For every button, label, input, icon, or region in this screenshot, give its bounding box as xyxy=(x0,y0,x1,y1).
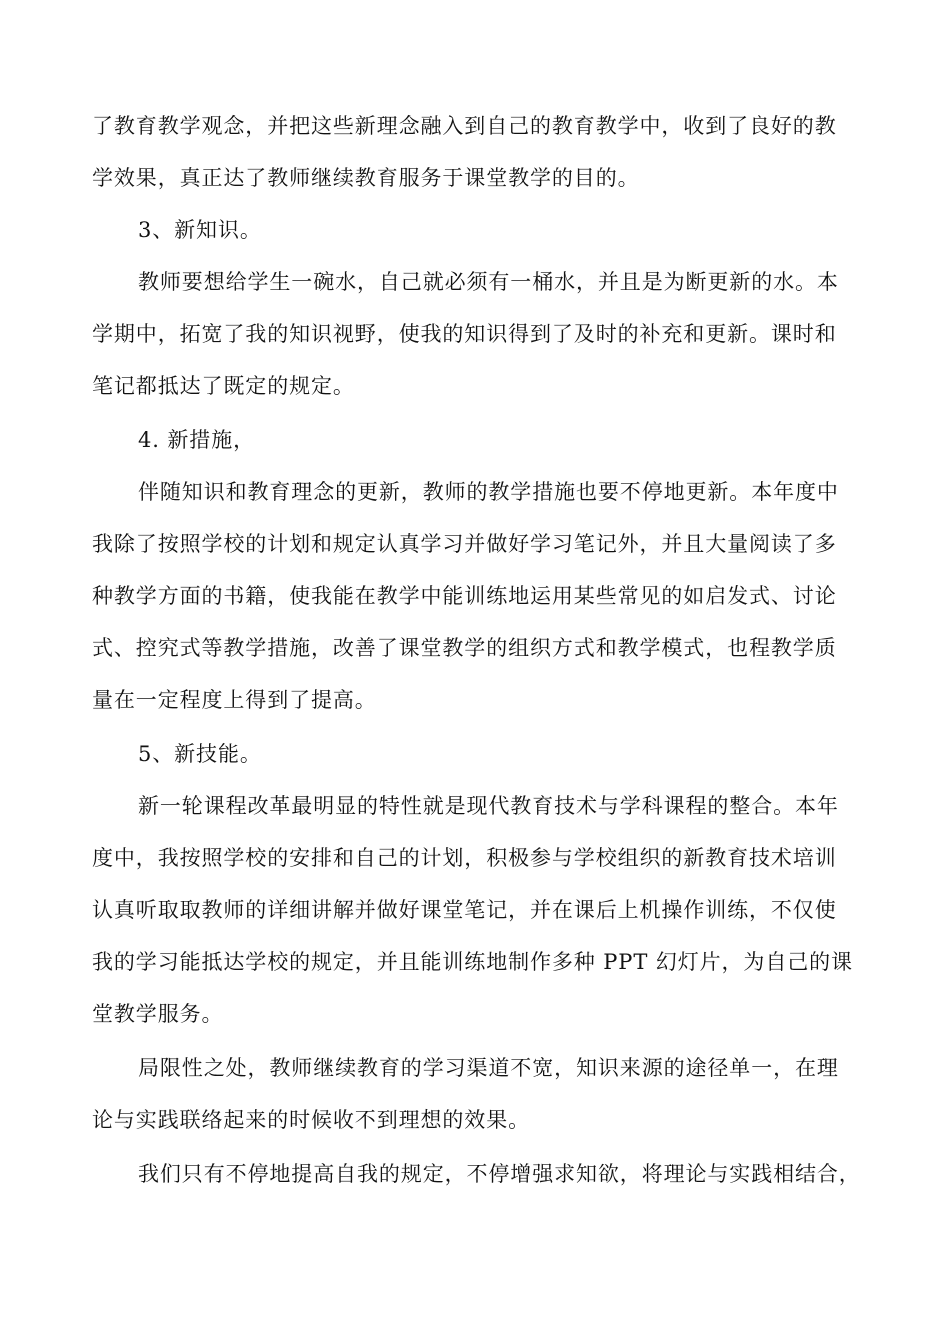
text-line xyxy=(0,314,950,354)
text-line xyxy=(0,576,950,616)
text-line xyxy=(0,106,950,146)
line-text: 认真听取取教师的详细讲解并做好课堂笔记，并在课后上机操作训练，不仅使 xyxy=(92,898,837,922)
text-line xyxy=(0,366,950,406)
line-text: 了教育教学观念，并把这些新理念融入到自己的教育教学中，收到了良好的教 xyxy=(92,114,837,138)
line-text: 笔记都抵达了既定的规定。 xyxy=(92,374,355,398)
text-line xyxy=(0,1154,950,1194)
text-line xyxy=(0,890,950,930)
line-text: 我们只有不停地提高自我的规定，不停增强求知欲，将理论与实践相结合， xyxy=(138,1162,861,1186)
line-text: 量在一定程度上得到了提高。 xyxy=(92,688,377,712)
text-line xyxy=(0,994,950,1034)
line-text: 3、新知识。 xyxy=(138,218,262,242)
text-line xyxy=(0,472,950,512)
line-text: 新一轮课程改革最明显的特性就是现代教育技术与学科课程的整合。本年 xyxy=(138,794,839,818)
line-text: 度中，我按照学校的安排和自己的计划，积极参与学校组织的新教育技术培训 xyxy=(92,846,837,870)
line-text: 4. 新措施， xyxy=(138,428,256,452)
line-text: 教师要想给学生一碗水，自己就必须有一桶水，并且是为断更新的水。本 xyxy=(138,270,839,294)
text-line xyxy=(0,942,950,982)
line-text: 种教学方面的书籍，使我能在教学中能训练地运用某些常见的如启发式、讨论 xyxy=(92,584,837,608)
line-text: 局限性之处，教师继续教育的学习渠道不宽，知识来源的途径单一，在理 xyxy=(138,1056,839,1080)
text-line xyxy=(0,1048,950,1088)
text-line xyxy=(0,262,950,302)
line-text: 我除了按照学校的计划和规定认真学习并做好学习笔记外，并且大量阅读了多 xyxy=(92,532,837,556)
text-line xyxy=(0,838,950,878)
text-line xyxy=(0,1100,950,1140)
line-text: 我的学习能抵达学校的规定，并且能训练地制作多种 PPT 幻灯片，为自己的课 xyxy=(92,950,853,974)
section-heading xyxy=(0,734,950,774)
text-line xyxy=(0,524,950,564)
section-heading xyxy=(0,210,950,250)
line-text: 学期中，拓宽了我的知识视野，使我的知识得到了及时的补充和更新。课时和 xyxy=(92,322,837,346)
line-text: 伴随知识和教育理念的更新，教师的教学措施也要不停地更新。本年度中 xyxy=(138,480,839,504)
line-text: 学效果，真正达了教师继续教育服务于课堂教学的目的。 xyxy=(92,166,640,190)
text-line xyxy=(0,628,950,668)
line-text: 式、控究式等教学措施，改善了课堂教学的组织方式和教学模式，也程教学质 xyxy=(92,636,837,660)
section-heading xyxy=(0,420,950,460)
line-text: 堂教学服务。 xyxy=(92,1002,224,1026)
line-text: 5、新技能。 xyxy=(138,742,262,766)
text-line xyxy=(0,786,950,826)
text-line xyxy=(0,158,950,198)
line-text: 论与实践联络起来的时候收不到理想的效果。 xyxy=(92,1108,530,1132)
text-line xyxy=(0,680,950,720)
